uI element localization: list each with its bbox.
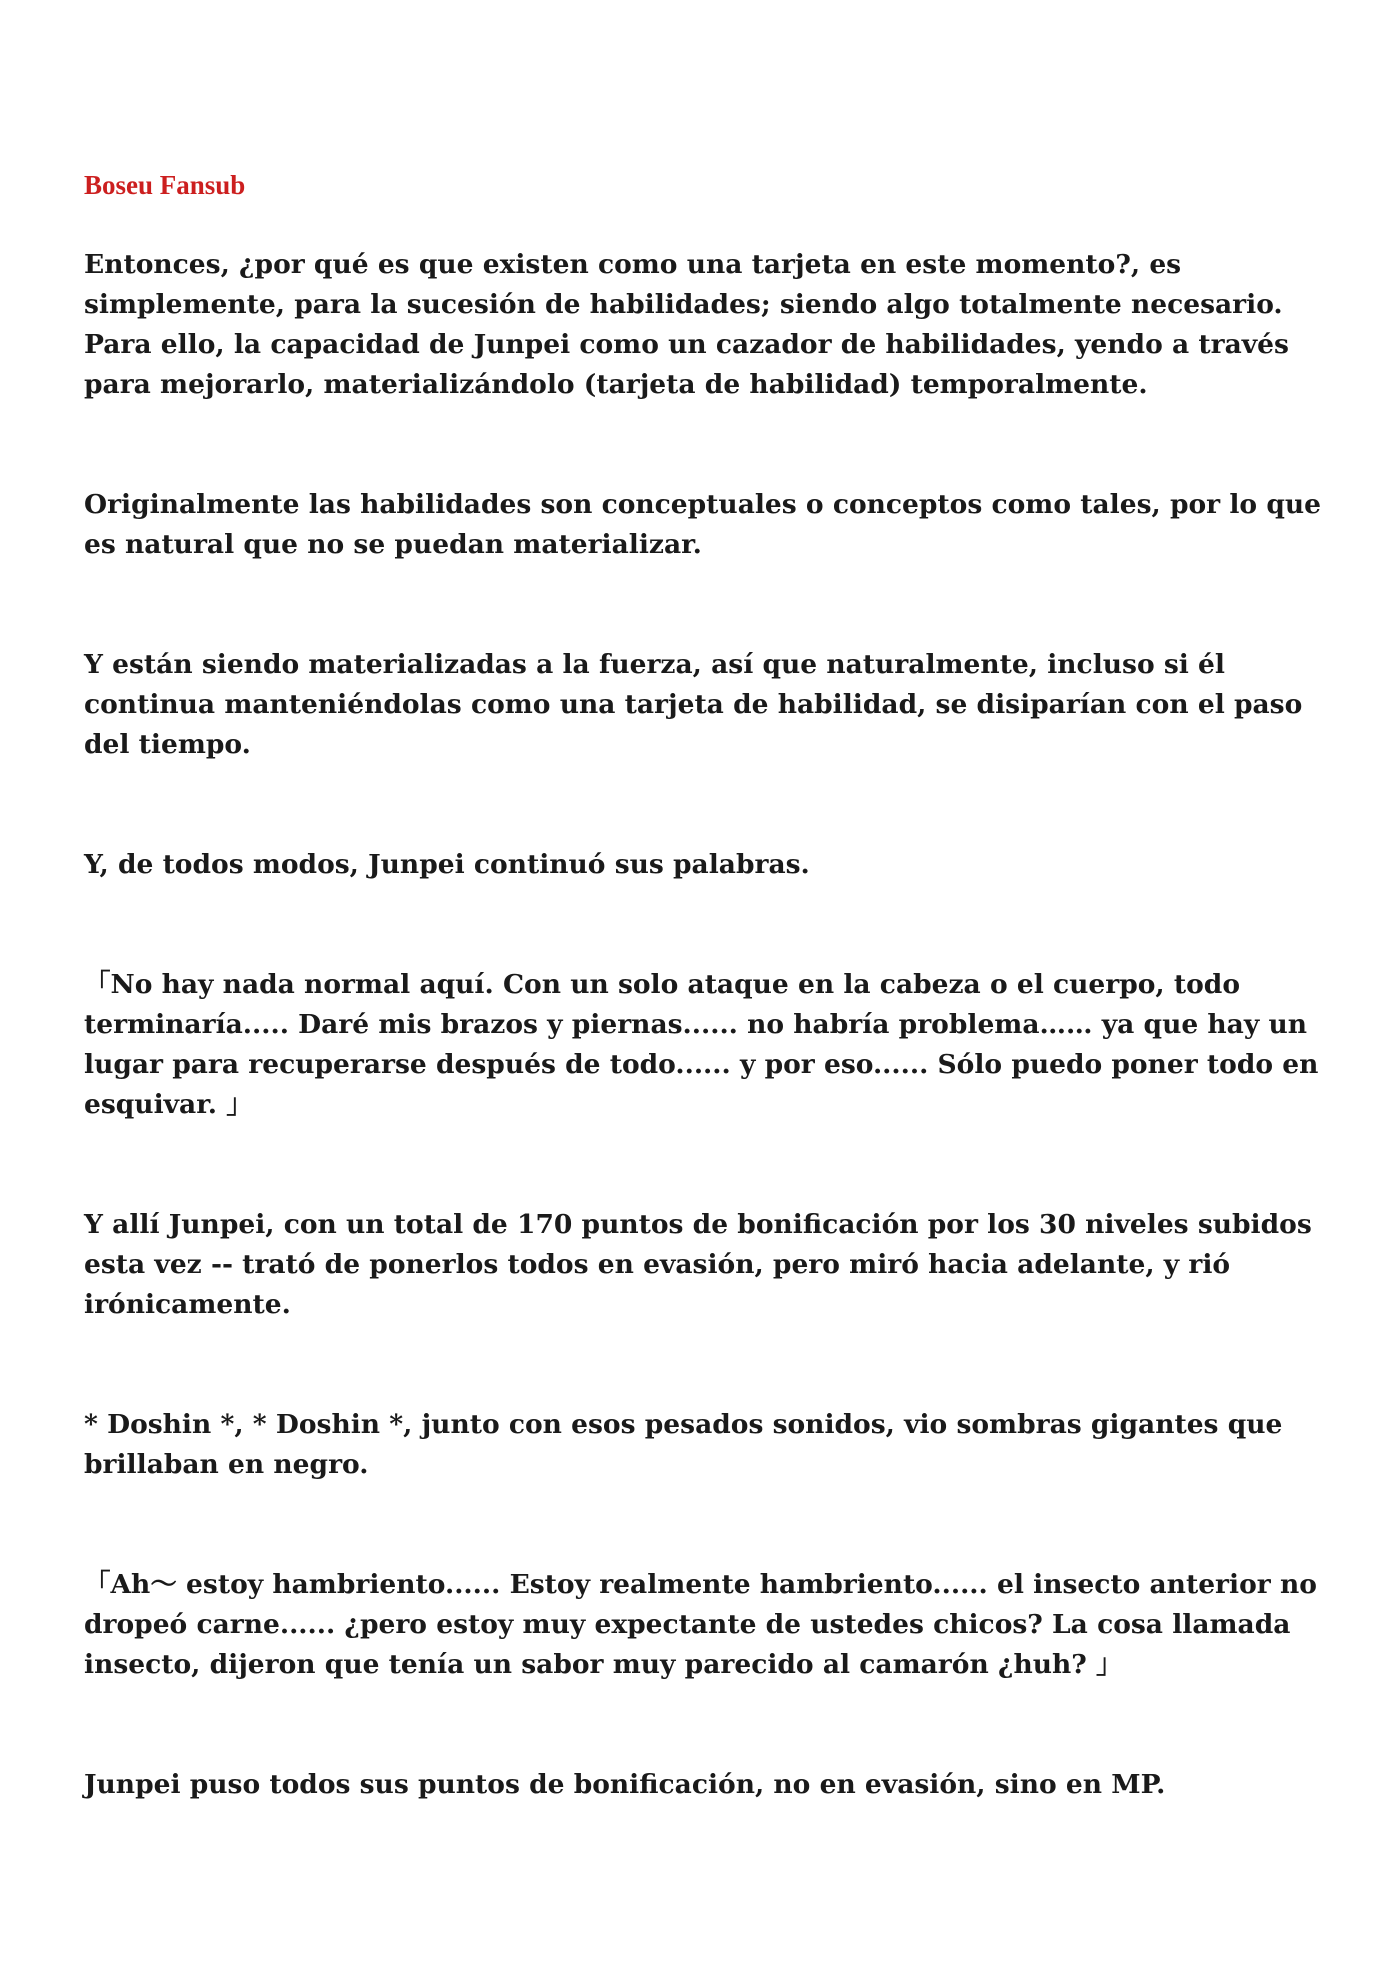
fansub-header: Boseu Fansub	[84, 170, 246, 200]
document-body	[84, 165, 1344, 1805]
paragraph-9: Junpei puso todos sus puntos de bonificación, no en evasión, sino en MP.	[84, 1769, 1166, 1800]
paragraph-gap	[84, 885, 1344, 965]
paragraph-2: Originalmente las habilidades son conceptuales o conceptos como tales, por lo que es natural que no se puedan materializar.	[84, 489, 1321, 560]
paragraph-gap	[84, 1685, 1344, 1765]
paragraph-4: Y, de todos modos, Junpei continuó sus palabras.	[84, 849, 810, 880]
paragraph-1: Entonces, ¿por qué es que existen como una tarjeta en este momento?, es simplemente, para la sucesión de habilidades; siendo algo totalmente necesario. Para ello, la capacidad de Junpei como un cazador de habilidades, yendo a través para mejorarlo, materializándolo (tarjeta de habilidad) temporalmente.	[84, 249, 1289, 400]
paragraph-5: 「No hay nada normal aquí. Con un solo ataque en la cabeza o el cuerpo, todo terminaría..... Daré mis brazos y piernas...... no habría problema…… ya que hay un lugar para recuperarse después de todo...... y por eso...... Sólo puedo poner todo en esquivar. 」	[84, 969, 1319, 1120]
paragraph-gap	[84, 405, 1344, 485]
paragraph-8: 「Ah～ estoy hambriento...... Estoy realmente hambriento...... el insecto anterior no dropeó carne...... ¿pero estoy muy expectante de ustedes chicos? La cosa llamada insecto, dijeron que tenía un sabor muy parecido al camarón ¿huh? 」	[84, 1569, 1317, 1680]
paragraph-gap	[84, 1485, 1344, 1565]
paragraph-7: * Doshin *, * Doshin *, junto con esos pesados sonidos, vio sombras gigantes que brillaban en negro.	[84, 1409, 1283, 1480]
paragraph-gap	[84, 1325, 1344, 1405]
paragraph-3: Y están siendo materializadas a la fuerza, así que naturalmente, incluso si él continua manteniéndolas como una tarjeta de habilidad, se disiparían con el paso del tiempo.	[84, 649, 1303, 760]
paragraph-gap	[84, 765, 1344, 845]
paragraph-gap	[84, 565, 1344, 645]
paragraph-gap	[84, 1125, 1344, 1205]
paragraph-6: Y allí Junpei, con un total de 170 puntos de bonificación por los 30 niveles subidos esta vez -- trató de ponerlos todos en evasión, pero miró hacia adelante, y rió irónicamente.	[84, 1209, 1312, 1320]
